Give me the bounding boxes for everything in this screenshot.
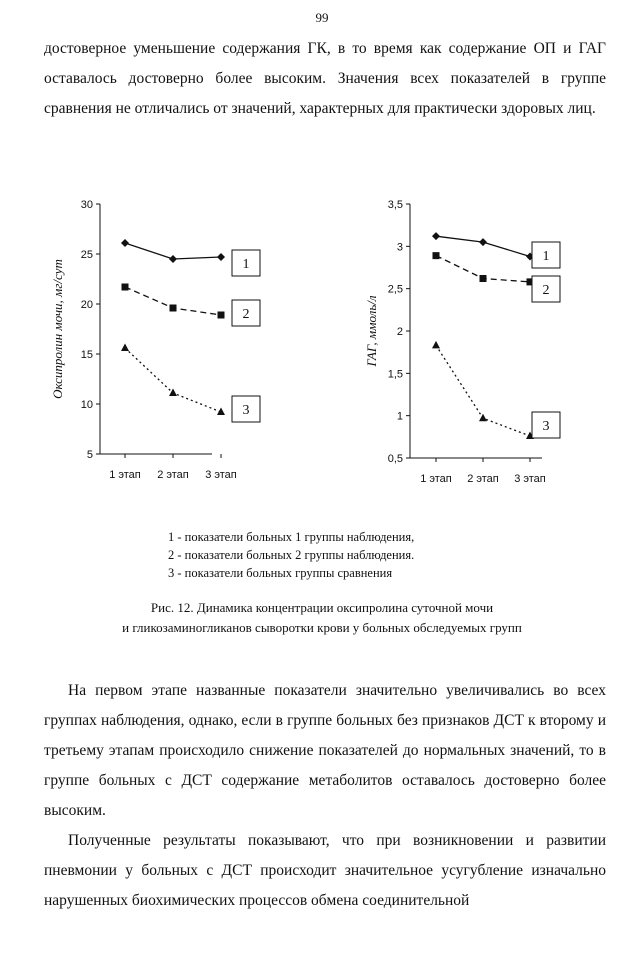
series-3-label-box [532,412,560,438]
paragraph-1: достоверное уменьшение содержания ГК, в то время как содержание ОП и ГАГ оставалось достоверно более высоким. Значения всех показателей в группе сравнения не отличались от значений, характерных для практически здоровых лиц. [44,40,606,117]
series-1-point-3 [217,253,225,261]
series-3-line [125,348,221,412]
y-tick-label: 15 [80,349,93,361]
y-tick-label: 5 [86,449,93,461]
series-3-point-1 [432,341,440,349]
series-3-label: 3 [242,403,250,418]
series-3-label-box [232,396,260,422]
series-2-point-2 [480,275,487,282]
y-axis-title: Оксипролин мочи, мг/сут [50,259,65,399]
y-axis-title: ГАГ, ммоль/л [364,295,379,367]
series-3-point-3 [217,408,225,416]
caption-line-1: Рис. 12. Динамика концентрации оксипролина суточной мочи [150,600,494,615]
y-tick-label: 3,5 [387,199,403,211]
series-2-point-1 [433,252,440,259]
page-number: 99 [315,10,329,25]
paragraph-2: На первом этапе названные показатели значительно увеличивались во всех группах наблюдения, однако, если в группе больных без признаков ДСТ к второму и третьему этапам происходило снижение показателей до нормальных значений, то в группе больных с ДСТ содержание метаболитов оставалось достоверно более высоким. [44,682,606,819]
series-3-line [436,345,530,436]
figure-legend [168,528,414,582]
series-1-point-1 [432,232,440,240]
y-tick-label: 0,5 [387,453,403,465]
series-1-point-2 [479,238,487,246]
legend-item-3: 3 - показатели больных группы сравнения [168,566,393,580]
y-tick-label: 10 [80,399,93,411]
series-1-point-1 [121,239,129,247]
series-2-point-2 [170,305,177,312]
y-tick-label: 30 [80,199,93,211]
caption-line-2: и гликозаминогликанов сыворотки крови у больных обследуемых групп [122,620,522,635]
y-tick-label: 1 [396,410,403,423]
chart-svg [364,196,604,496]
series-1-point-2 [169,255,177,263]
series-1-label-box [532,242,560,268]
chart-svg [52,196,268,496]
y-tick-label: 2 [396,326,403,338]
chart-gag [364,196,604,496]
series-2-label: 2 [242,307,250,322]
series-1-label: 1 [542,249,550,264]
legend-item-2: 2 - показатели больных 2 группы наблюдения. [168,548,415,562]
series-2-point-1 [122,284,129,291]
x-tick-label: 1 этап [109,469,141,481]
series-3-label: 3 [542,419,550,434]
legend-item-1: 1 - показатели больных 1 группы наблюдения, [168,530,415,544]
paragraph-3: Полученные результаты показывают, что при возникновении и развитии пневмонии у больных с ДСТ происходит значительное усугубление изначально нарушенных биохимических процессов обмена соединительной [44,832,606,909]
series-2-label-box [232,300,260,326]
series-2-label-box [532,276,560,302]
x-tick-label: 1 этап [420,473,452,485]
series-3-point-2 [479,414,487,422]
y-tick-label: 20 [80,299,93,311]
series-2-point-3 [218,312,225,319]
x-tick-label: 3 этап [205,469,237,481]
x-tick-label: 3 этап [514,473,546,485]
series-1-label-box [232,250,260,276]
y-tick-label: 1,5 [387,368,403,381]
figure-caption [0,598,644,638]
y-tick-label: 2,5 [387,283,403,296]
chart-oxyproline [52,196,268,496]
y-tick-label: 3 [396,241,403,254]
series-3-point-1 [121,344,129,352]
series-2-label: 2 [542,283,550,298]
x-tick-label: 2 этап [467,473,499,485]
x-tick-label: 2 этап [157,469,189,481]
series-1-label: 1 [242,257,250,272]
y-tick-label: 25 [80,249,93,261]
